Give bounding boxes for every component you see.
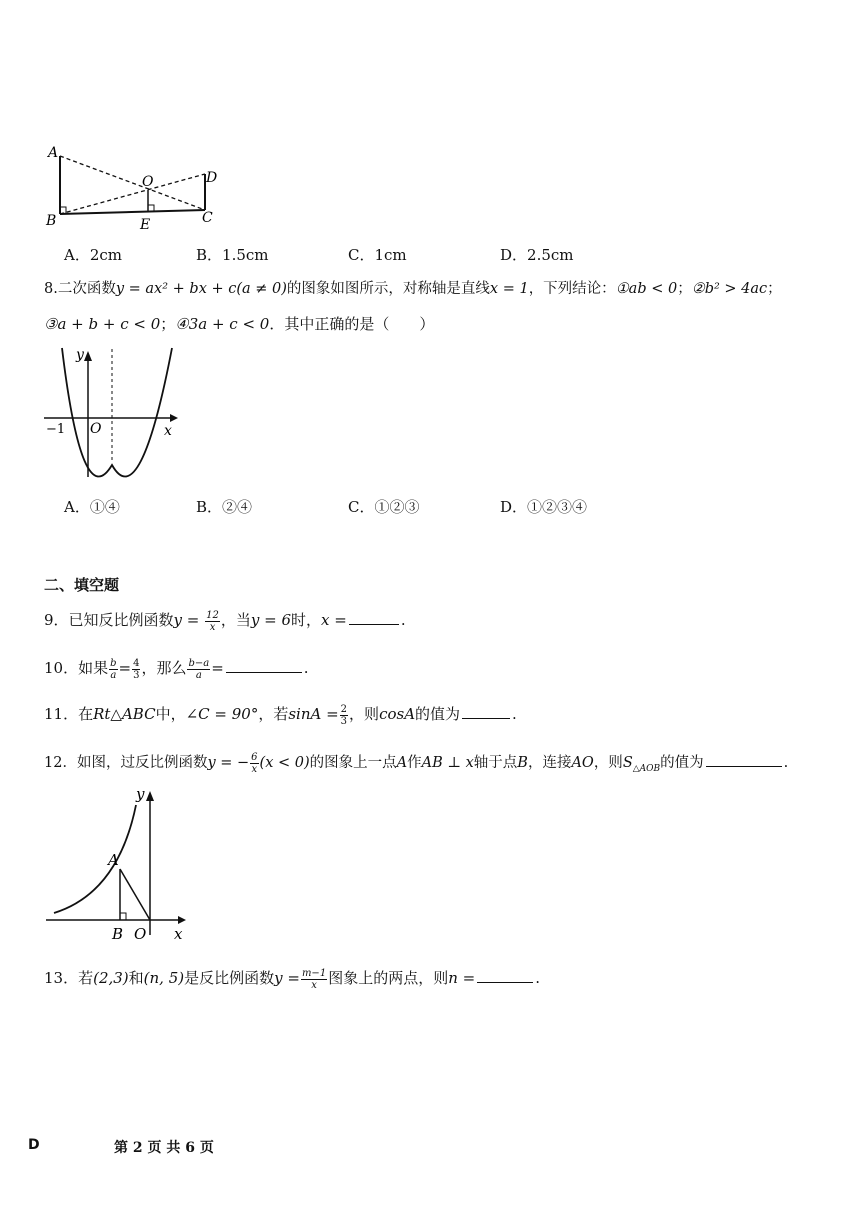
q8-option-b: B．②④	[196, 498, 253, 516]
q9-x-eq: x =	[321, 611, 347, 629]
q8-option-d: D．①②③④	[500, 498, 588, 516]
q8-conclusion-1: ①ab < 0	[615, 281, 678, 297]
q7-label-C: C	[202, 210, 213, 226]
q8-figure	[40, 345, 190, 485]
q10-fraction-2: $\frac{4}{3}$	[133, 657, 140, 681]
q11-text-mid3: ，则	[349, 705, 380, 723]
q7-option-c: C．1cm	[348, 246, 407, 264]
q12-point-b: B	[517, 755, 528, 771]
q10-fraction-3: $\frac{b-a}{a}$	[188, 657, 210, 681]
q8-option-c: C．①②③	[348, 498, 420, 516]
q13-point-1: (2,3)	[93, 969, 129, 987]
q8-text-tail: ．其中正确的是（ ）	[269, 315, 435, 333]
q12-text-mid4: ，连接	[527, 755, 572, 771]
q13-text-post: 图象上的两点，则	[328, 969, 449, 987]
q10-end: .	[303, 659, 309, 677]
q12-point-a: A	[396, 755, 408, 771]
q10-answer-blank[interactable]	[226, 656, 302, 673]
q12-y-eq: y = −	[207, 755, 250, 771]
q12-label-O: O	[134, 925, 147, 943]
q7-label-E: E	[140, 217, 151, 233]
q12-label-y: y	[136, 785, 145, 803]
q8-label-neg1: −1	[46, 422, 66, 437]
q9-text-mid: ，当	[220, 611, 251, 629]
q11-sin: sinA =	[288, 705, 339, 723]
q12	[44, 750, 788, 780]
q13-y-eq: y =	[274, 969, 300, 987]
q10-eq-2: =	[211, 659, 224, 677]
q9-answer-blank[interactable]	[349, 608, 399, 625]
q12-label-x: x	[174, 925, 183, 943]
q12-text-mid1: 的图象上一点	[309, 755, 397, 771]
q9-text-pre: 9．已知反比例函数	[44, 611, 174, 629]
q8-label-O: O	[90, 421, 102, 437]
q12-text-mid2: 作	[407, 755, 422, 771]
q13-answer-blank[interactable]	[477, 966, 533, 983]
q8-label-x: x	[164, 423, 172, 439]
q10-text-pre: 10．如果	[44, 659, 109, 677]
q8-stem-line2: ③a + b + c < 0；④3a + c < 0．其中正确的是（ ）	[44, 315, 435, 333]
q12-area-sub: △AOB	[632, 763, 661, 774]
section-title: 二、填空题	[44, 576, 120, 594]
q13-text-pre: 13．若	[44, 969, 94, 987]
q13-fraction: $\frac{m-1}{x}$	[301, 967, 327, 991]
q9-end: .	[400, 611, 406, 629]
q8-axis-eq: x = 1	[489, 281, 529, 297]
q8-stem-line1: 8.二次函数y = ax² + bx + c(a ≠ 0)的图象如图所示，对称轴是直线x = 1，下列结论：①ab < 0；②b² > 4ac；	[44, 281, 782, 297]
q10-eq-1: =	[118, 659, 132, 677]
q11-angle: ∠C = 90°	[185, 705, 259, 723]
q12-text-post: 的值为	[660, 755, 704, 771]
q12-area-s: S	[622, 755, 633, 771]
q13-end: .	[535, 969, 540, 987]
q11-text-mid1: 中，	[155, 705, 186, 723]
q12-segment-ao: AO	[571, 755, 594, 771]
q13-point-2: (n, 5)	[143, 969, 185, 987]
q8-text-b: 的图象如图所示，对称轴是直线	[286, 281, 490, 297]
q11-text-post: 的值为	[415, 705, 461, 723]
q12-perp: AB ⊥ x	[421, 755, 474, 771]
q10-text-mid: ，那么	[141, 659, 187, 677]
q11-end: .	[512, 705, 517, 723]
q9-fraction: $\frac{12}{x}$	[206, 609, 219, 633]
q11-fraction: $\frac{2}{3}$	[340, 703, 348, 727]
footer-page-number: 第 2 页 共 6 页	[114, 1140, 214, 1156]
q8-text-a: 二次函数	[57, 281, 116, 297]
q11-text-mid2: ，若	[258, 705, 289, 723]
q7-option-d: D．2.5cm	[500, 246, 574, 264]
q9	[44, 608, 406, 633]
q7-figure	[40, 140, 240, 235]
q9-y-eq: y =	[173, 611, 200, 629]
q7-option-b: B．1.5cm	[196, 246, 269, 264]
q10	[44, 656, 309, 681]
q11-triangle: Rt△ABC	[93, 705, 156, 723]
q8-conclusion-4: ④3a + c < 0	[175, 315, 270, 333]
q11-text-pre: 11．在	[44, 705, 94, 723]
q8-text-c: ，下列结论：	[528, 281, 616, 297]
q9-text-post: 时，	[291, 611, 322, 629]
q12-text-mid3: 轴于点	[473, 755, 518, 771]
q12-label-A: A	[108, 851, 119, 869]
footer-mark: D	[28, 1137, 40, 1153]
q12-end: .	[783, 755, 789, 771]
q13-text-mid: 是反比例函数	[184, 969, 275, 987]
q12-figure	[40, 785, 200, 945]
q7-label-D: D	[206, 170, 218, 186]
q8-option-a: A．①④	[64, 498, 120, 516]
q7-label-O: O	[142, 174, 154, 190]
q9-cond: y = 6	[250, 611, 292, 629]
q12-text-mid5: ，则	[593, 755, 623, 771]
q11-answer-blank[interactable]	[462, 702, 510, 719]
q12-answer-blank[interactable]	[706, 750, 782, 767]
q7-label-B: B	[46, 213, 57, 229]
q8-function: y = ax² + bx + c(a ≠ 0)	[115, 281, 287, 297]
q7-option-a: A．2cm	[64, 246, 123, 264]
q8-conclusion-3: ③a + b + c < 0	[44, 315, 161, 333]
q8-number: 8.	[44, 281, 58, 297]
q8-conclusion-2: ②b² > 4ac	[691, 281, 768, 297]
q10-fraction-1: $\frac{b}{a}$	[110, 657, 117, 681]
q12-fraction: $\frac{6}{x}$	[251, 751, 258, 775]
q8-label-y: y	[76, 347, 84, 363]
q13	[44, 966, 540, 991]
q12-label-B: B	[112, 925, 124, 943]
q11	[44, 702, 517, 727]
q13-n-eq: n =	[448, 969, 476, 987]
q12-text-pre: 12．如图，过反比例函数	[44, 755, 208, 771]
q11-cos: cosA	[379, 705, 416, 723]
q7-label-A: A	[48, 145, 59, 161]
q12-cond: (x < 0)	[259, 755, 310, 771]
q13-text-and: 和	[128, 969, 144, 987]
